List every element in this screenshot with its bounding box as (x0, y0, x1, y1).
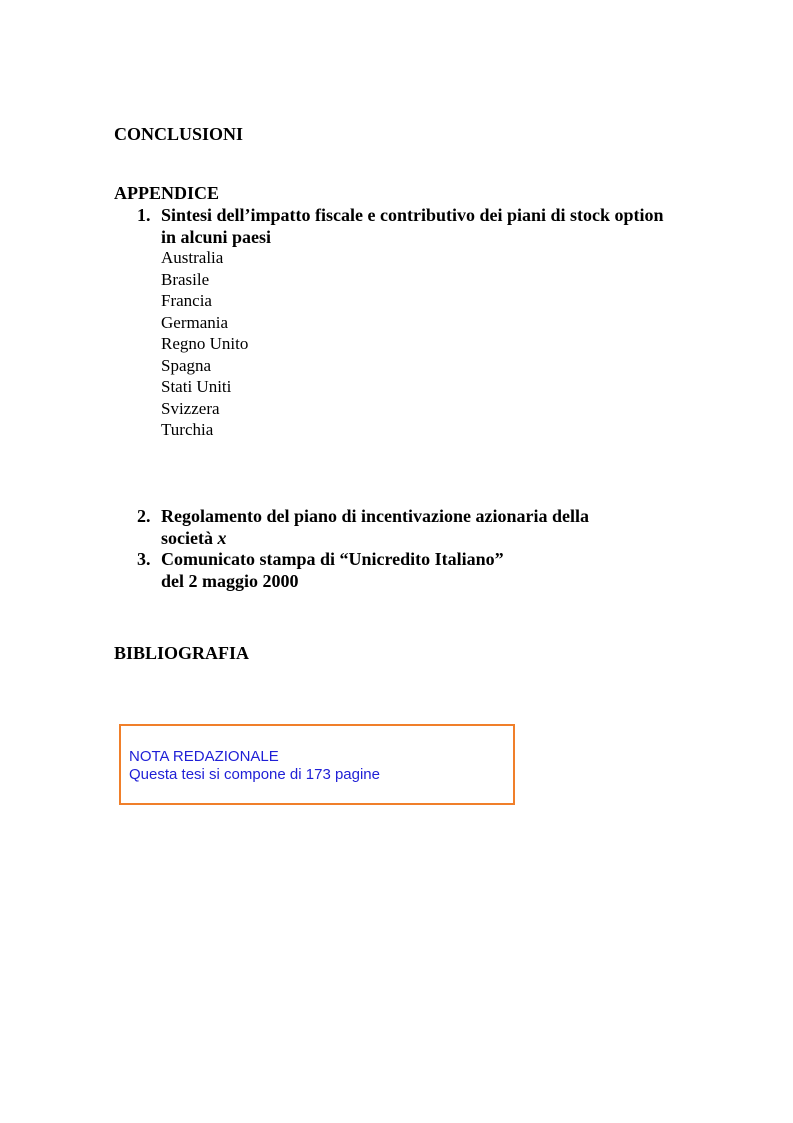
heading-bibliografia: BIBLIOGRAFIA (114, 643, 250, 663)
country-item: Brasile (161, 269, 210, 289)
appendix-item-number: 2. (137, 506, 151, 526)
appendix-item-text: società (161, 528, 218, 548)
country-item: Stati Uniti (161, 377, 232, 396)
appendix-item-title-line: in alcuni paesi (161, 227, 272, 247)
country-item: Germania (161, 312, 229, 332)
appendix-item-title-line (161, 527, 721, 549)
note-text: Questa tesi si compone di 173 pagine (129, 766, 380, 783)
appendix-item-title-line: del 2 maggio 2000 (161, 571, 299, 591)
country-item: Spagna (161, 355, 212, 375)
appendix-item-title-line: Sintesi dell’impatto fiscale e contributivo dei piani di stock option (161, 205, 664, 225)
country-item: Australia (161, 248, 224, 267)
variable-x: x (217, 528, 227, 548)
country-list (161, 247, 248, 441)
heading-appendice: APPENDICE (114, 183, 220, 203)
heading-conclusioni: CONCLUSIONI (114, 124, 244, 144)
country-item: Svizzera (161, 398, 220, 418)
country-item: Turchia (161, 420, 214, 439)
note-title: NOTA REDAZIONALE (129, 748, 279, 765)
appendix-item-title-line: Regolamento del piano di incentivazione azionaria della (161, 506, 589, 526)
editorial-note-box (119, 724, 515, 805)
country-item: Francia (161, 291, 212, 310)
appendix-item-number: 1. (137, 205, 151, 225)
appendix-item-title-line: Comunicato stampa di “Unicredito Italiano” (161, 549, 504, 569)
country-item: Regno Unito (161, 334, 249, 353)
appendix-item-number: 3. (137, 549, 151, 569)
